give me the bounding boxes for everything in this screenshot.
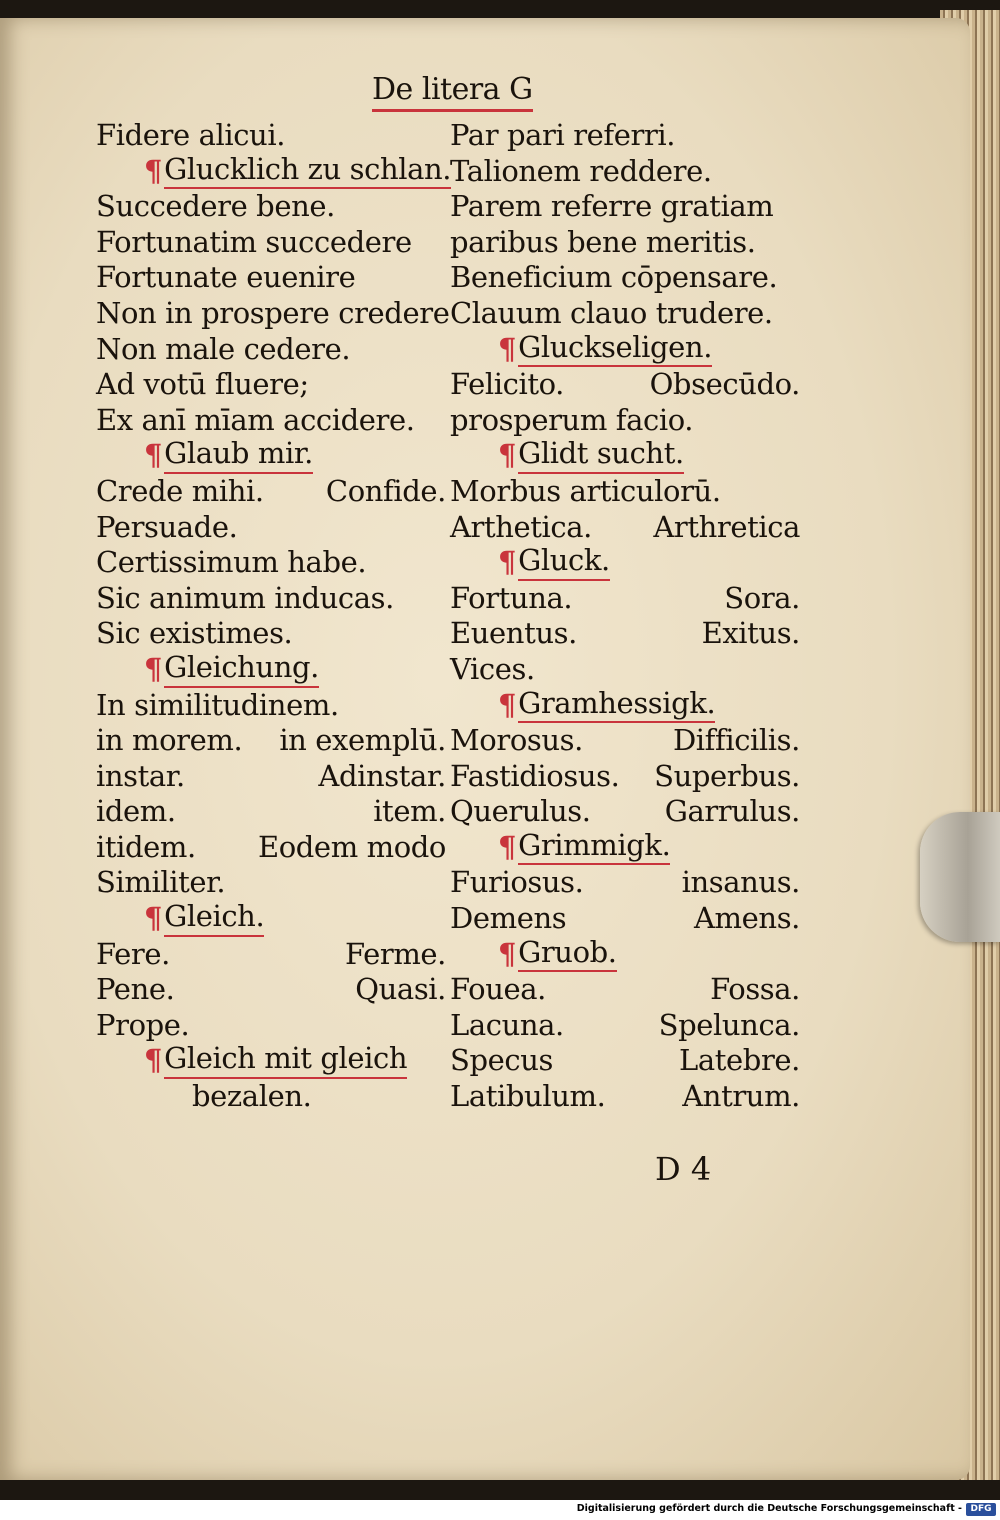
gloss-term: Fortunate euenire	[96, 260, 356, 295]
gloss-line	[96, 794, 446, 830]
gloss-line	[450, 652, 800, 688]
headword-text: Gluckseligen.	[518, 332, 712, 368]
gloss-term: itidem.	[96, 829, 196, 864]
gloss-term: Felicito.	[450, 367, 564, 402]
gloss-line	[450, 403, 800, 439]
gloss-term: Certissimum habe.	[96, 545, 367, 580]
gloss-line	[96, 510, 446, 546]
gloss-term: Ferme.	[344, 936, 446, 971]
gloss-line	[96, 1079, 446, 1115]
pilcrow-icon: ¶	[144, 438, 163, 473]
pilcrow-icon: ¶	[498, 331, 517, 366]
headword-line	[450, 934, 800, 973]
left-column	[96, 118, 452, 1115]
gloss-line	[450, 1043, 800, 1079]
gloss-term: Eodem modo	[257, 829, 446, 864]
gloss-line	[450, 1079, 800, 1115]
gloss-term: Difficilis.	[672, 723, 800, 758]
gloss-term: Arthetica.	[450, 509, 592, 544]
gloss-line	[450, 296, 800, 332]
gloss-term: Morosus.	[450, 723, 583, 758]
gloss-term: Fere.	[96, 936, 170, 971]
gloss-term: Succedere bene.	[96, 189, 335, 224]
gloss-term: Euentus.	[450, 616, 577, 651]
gloss-term: Persuade.	[96, 509, 238, 544]
headword-text: Gruob.	[518, 937, 617, 973]
gloss-term: in exemplū.	[279, 723, 446, 758]
gloss-line	[450, 1008, 800, 1044]
headword-text: Gluck.	[518, 545, 610, 581]
gloss-line	[96, 332, 446, 368]
gloss-term: item.	[373, 794, 446, 829]
headword-line	[96, 649, 446, 688]
headword-line	[450, 827, 800, 866]
gloss-line	[450, 367, 800, 403]
headword-text: Gleich.	[164, 901, 264, 937]
gloss-line	[450, 189, 800, 225]
signature-mark: D 4	[655, 1150, 712, 1188]
gloss-line	[450, 154, 800, 190]
gloss-line	[96, 581, 446, 617]
gloss-line	[96, 723, 446, 759]
footer-credit: Digitalisierung gefördert durch die Deutsche Forschungsgemeinschaft -	[576, 1503, 962, 1514]
gloss-line	[96, 1008, 446, 1044]
headword-line	[96, 151, 452, 190]
gloss-line	[96, 225, 446, 261]
pilcrow-icon: ¶	[498, 687, 517, 722]
gloss-term: Beneficium cōpensare.	[450, 260, 778, 295]
headword-text: Glaub mir.	[164, 438, 313, 474]
gloss-term: Talionem reddere.	[450, 153, 712, 188]
gloss-term: Fossa.	[710, 972, 800, 1007]
gloss-line	[96, 937, 446, 973]
gloss-term: Fidere alicui.	[96, 118, 286, 152]
headword-line	[96, 438, 446, 474]
gloss-line	[450, 118, 800, 154]
page-clip	[920, 812, 1000, 942]
gloss-term: Sora.	[724, 580, 800, 615]
gloss-line	[450, 901, 800, 937]
gloss-term: Sic existimes.	[96, 616, 293, 651]
gloss-term: Similiter.	[96, 865, 226, 900]
gloss-line	[96, 545, 446, 581]
pilcrow-icon: ¶	[498, 936, 517, 971]
dfg-logo[interactable]: DFG	[966, 1503, 996, 1516]
pilcrow-icon: ¶	[498, 438, 517, 473]
headword-text: Gleich mit gleich	[164, 1043, 407, 1079]
gloss-line	[450, 581, 800, 617]
page-header: De litera G	[372, 72, 533, 112]
gloss-term: In similitudinem.	[96, 687, 339, 722]
headword-line	[96, 1043, 446, 1079]
gloss-line	[96, 972, 446, 1008]
headword-text: Gramhessigk.	[518, 688, 715, 724]
gloss-term: prosperum facio.	[450, 402, 694, 437]
gloss-term: idem.	[96, 794, 176, 829]
gloss-line	[96, 830, 446, 866]
gloss-term: Sic animum inducas.	[96, 580, 394, 615]
headword-line	[450, 545, 800, 581]
pilcrow-icon: ¶	[144, 153, 163, 188]
gloss-line	[96, 295, 450, 332]
gloss-line	[96, 367, 446, 403]
gloss-line	[96, 865, 446, 901]
headword-text: Glidt sucht.	[518, 438, 684, 474]
gloss-term: Morbus articulorū.	[450, 473, 721, 508]
footer-bar	[0, 1500, 1000, 1520]
gloss-term: Non in prospere credere	[96, 295, 450, 330]
right-column	[450, 118, 800, 1115]
gloss-term: Vices.	[450, 651, 535, 686]
gloss-term: Clauum clauo trudere.	[450, 295, 773, 330]
headword-line	[96, 901, 446, 937]
gloss-line	[96, 260, 446, 296]
gloss-line	[96, 688, 446, 724]
gloss-term: Lacuna.	[450, 1007, 564, 1042]
gloss-term: Antrum.	[682, 1079, 800, 1114]
gloss-line	[96, 616, 446, 652]
gloss-line	[96, 189, 446, 225]
gloss-term: paribus bene meritis.	[450, 224, 756, 259]
gloss-line	[96, 759, 446, 795]
gloss-term: Par pari referri.	[450, 118, 676, 152]
gloss-term: Latibulum.	[450, 1079, 606, 1114]
gloss-line	[450, 972, 800, 1008]
gloss-term: Garrulus.	[664, 794, 800, 829]
gloss-line	[450, 225, 800, 261]
gloss-line	[450, 616, 800, 652]
gloss-term: Spelunca.	[658, 1007, 800, 1042]
gloss-term: Demens	[450, 901, 567, 936]
headword-text: Glucklich zu schlan.	[164, 154, 451, 190]
headword-text: Grimmigk.	[518, 830, 670, 866]
gloss-term: Amens.	[694, 901, 800, 936]
headword-line	[450, 438, 800, 474]
gloss-term: Ex anī mīam accidere.	[96, 402, 415, 437]
gloss-line	[450, 865, 800, 901]
gloss-term: Ad votū fluere;	[96, 367, 309, 402]
gloss-line	[450, 759, 800, 795]
gloss-line	[96, 474, 446, 510]
gloss-term: Fortunatim succedere	[96, 224, 412, 259]
gloss-term: Obsecūdo.	[649, 367, 800, 402]
gloss-line	[450, 723, 800, 759]
gloss-line	[96, 403, 446, 439]
pilcrow-icon: ¶	[144, 901, 163, 936]
gloss-line	[450, 794, 800, 830]
headword-text: Gleichung.	[164, 652, 319, 688]
gloss-term: Parem referre gratiam	[450, 189, 774, 224]
gloss-term: Querulus.	[450, 794, 591, 829]
gloss-line	[450, 260, 800, 296]
gloss-term: Non male cedere.	[96, 331, 351, 366]
gloss-term: instar.	[96, 758, 185, 793]
gloss-term: Specus	[450, 1043, 553, 1078]
gloss-term: Fortuna.	[450, 580, 573, 615]
pilcrow-icon: ¶	[498, 829, 517, 864]
gloss-term: bezalen.	[192, 1079, 312, 1114]
gloss-term: Superbus.	[654, 758, 800, 793]
gloss-term: Furiosus.	[450, 865, 584, 900]
headword-line	[450, 685, 800, 724]
gloss-line	[450, 510, 800, 546]
pilcrow-icon: ¶	[144, 651, 163, 686]
gloss-term: Fastidiosus.	[450, 758, 620, 793]
gloss-term: Arthretica	[653, 509, 800, 544]
gloss-line	[96, 118, 446, 154]
gloss-term: Pene.	[96, 972, 175, 1007]
gloss-term: Adinstar.	[318, 758, 446, 793]
pilcrow-icon: ¶	[144, 1043, 163, 1078]
gloss-term: in morem.	[96, 723, 243, 758]
gloss-term: Fouea.	[450, 972, 546, 1007]
gloss-term: Latebre.	[679, 1043, 800, 1078]
headword-line	[450, 329, 800, 368]
gloss-line	[450, 474, 800, 510]
gloss-term: Crede mihi.	[96, 473, 264, 508]
gloss-term: Confide.	[325, 473, 446, 508]
gloss-term: Prope.	[96, 1007, 190, 1042]
gloss-term: Exitus.	[701, 616, 800, 651]
gloss-term: insanus.	[681, 865, 800, 900]
pilcrow-icon: ¶	[498, 545, 517, 580]
gloss-term: Quasi.	[355, 972, 446, 1007]
